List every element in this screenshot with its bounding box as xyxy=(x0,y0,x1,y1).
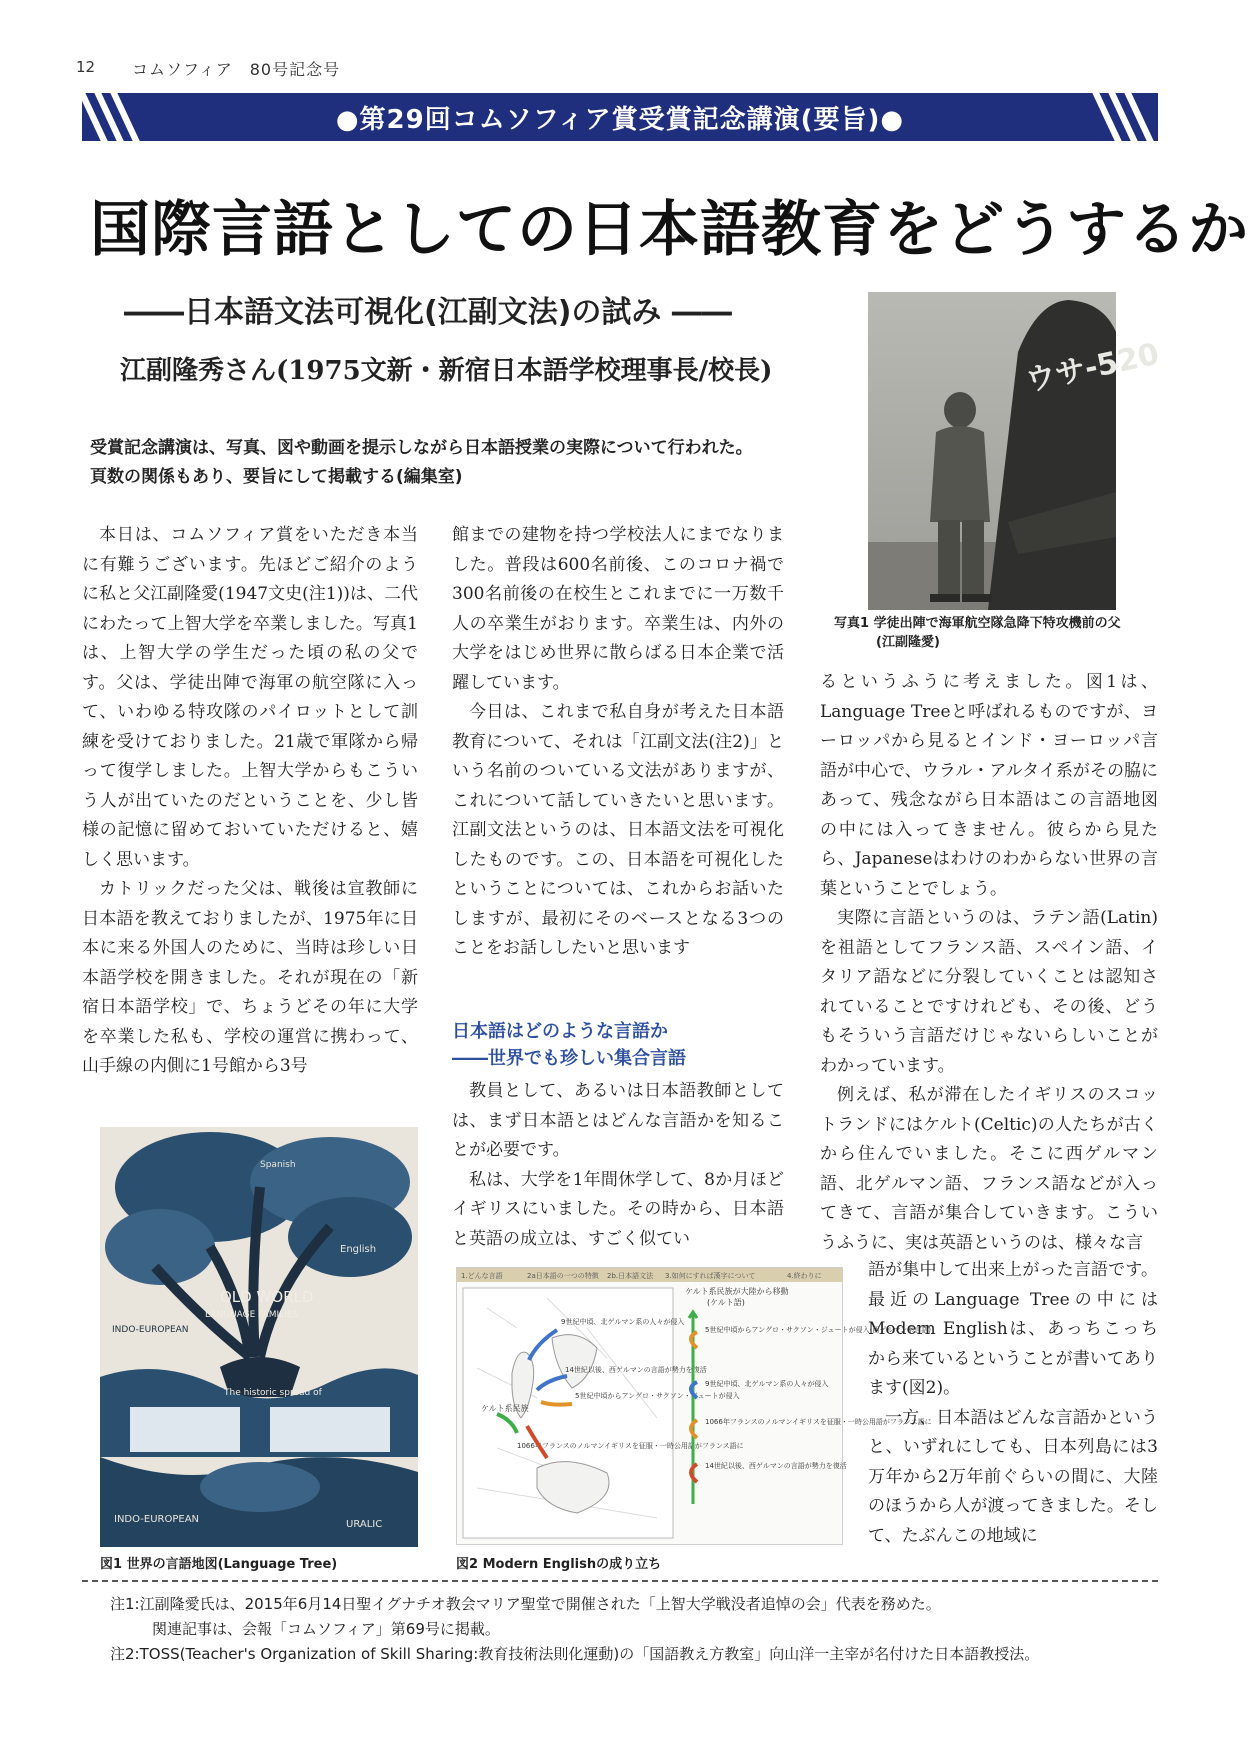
footnote-divider xyxy=(82,1580,1158,1582)
tree-label: INDO-EUROPEAN xyxy=(112,1325,189,1335)
slide-tab: 1.どんな言語 xyxy=(461,1272,503,1280)
lead-paragraph xyxy=(90,434,840,492)
section-heading-line: ――世界でも珍しい集合言語 xyxy=(452,1048,686,1069)
paragraph: 一方、日本語はどんな言語かというと、いずれにしても、日本列島には3万年から2万年前ぐらいの間に、大陸のほうから人が渡ってきました。そして、たぶんこの地域に xyxy=(868,1407,1158,1546)
tree-label: English xyxy=(340,1244,377,1255)
section-heading-line: 日本語はどのような言語か xyxy=(452,1021,668,1042)
modern-english-slide xyxy=(457,1268,932,1544)
banner-title: ●第29回コムソフィア賞受賞記念講演(要旨)● xyxy=(335,105,905,135)
plane-marking: ウサ-520 xyxy=(1022,336,1163,399)
tree-label: URALIC xyxy=(346,1519,383,1530)
tree-title: OLD WORLD xyxy=(220,1288,314,1306)
paragraph: カトリックだった父は、戦後は宣教師に日本語を教えておりましたが、1975年に日本に来る外国人のために、当時は珍しい日本語学校を開きました。それが現在の「新宿日本語学校」で、ちょうどその年に大学を卒業した私も、学校の運営に携わって、山手線の内側に1号館から3号 xyxy=(82,879,418,1076)
paragraph: 今日は、これまで私自身が考えた日本語教育について、それは「江副文法(注2)」という名前のついている文法がありますが、これについて話していきたいと思います。江副文法というのは、日本語文法を可視化したものです。この、日本語を可視化したということについては、これからお話いたしますが、最初にそのベースとなる3つのことをお話ししたいと思います xyxy=(452,702,784,958)
language-tree-illustration xyxy=(100,1127,418,1547)
lead-line: 頁数の関係もあり、要旨にして掲載する(編集室) xyxy=(90,467,463,487)
paragraph: 例えば、私が滞在したイギリスのスコットランドにはケルト(Celtic)の人たちが古くから住んでいました。そこに西ゲルマン語、北ゲルマン語、フランス語などが入ってきて、言語が集合していきます。こういうふうに、実は英語というのは、様々な言 xyxy=(820,1085,1158,1253)
column-2-continued xyxy=(452,1077,784,1254)
tree-label: Spanish xyxy=(260,1160,296,1170)
figure-language-tree xyxy=(100,1127,418,1547)
slide-heading: ケルト系民族が大陸から移動 xyxy=(685,1287,789,1296)
slide-tab: 3.如何にすれば漢字について xyxy=(665,1272,756,1280)
photo1-caption xyxy=(834,614,1164,652)
section-heading xyxy=(452,1018,784,1072)
photo1-caption-line: 写真1 学徒出陣で海軍航空隊急降下特攻機前の父 xyxy=(834,616,1121,631)
slide-step: 14世紀以後、西ゲルマンの言語が勢力を復活 xyxy=(705,1462,847,1470)
column-2 xyxy=(452,521,784,964)
tree-label: The historic spread of xyxy=(224,1388,322,1398)
map-label: 1066年フランスのノルマンイギリスを征服・一時公用語がフランス語に xyxy=(517,1442,744,1450)
section-banner xyxy=(82,93,1158,141)
slide-step: 5世紀中頃からアングロ・サクソン・ジュートが侵入(西ゲルマン系言語) xyxy=(705,1326,931,1334)
map-label: 9世紀中頃、北ゲルマン系の人々が侵入 xyxy=(561,1318,685,1326)
tree-title: LANGUAGE FAMILIES xyxy=(205,1310,299,1320)
figure-modern-english xyxy=(456,1267,932,1545)
article-title: 国際言語としての日本語教育をどうするか xyxy=(90,195,1249,265)
paragraph: 語が集中して出来上がった言語です。最近のLanguage Treeの中にはModern Englishは、あっちこっちから来ているということが書いてあります(図2)。 xyxy=(868,1260,1158,1398)
footnote: 注2:TOSS(Teacher's Organization of Skill Sharing:教育技術法則化運動)の「国語教え方教室」向山洋一主宰が名付けた日本語教授法。 xyxy=(110,1645,1040,1663)
slide-step: 9世紀中頃、北ゲルマン系の人々が侵入 xyxy=(705,1380,829,1388)
page-number: 12 xyxy=(76,58,96,76)
paragraph: 本日は、コムソフィア賞をいただき本当に有難うございます。先ほどご紹介のように私と父江副隆愛(1947文史(注1))は、二代にわたって上智大学を卒業しました。写真1は、上智大学の学生だった頃の私の父です。父は、学徒出陣で海軍の航空隊に入って、いわゆる特攻隊のパイロットとして訓練を受けておりました。21歳で軍隊から帰って復学しました。上智大学からもこういう人が出ていたのだということを、少し皆様の記憶に留めておいていただけると、嬉しく思います。 xyxy=(82,525,418,870)
article-subtitle: ――日本語文法可視化(江副文法)の試み ―― xyxy=(124,295,732,330)
map-label: ケルト系民族 xyxy=(481,1404,529,1413)
slide-tab: 2b.日本語文法 xyxy=(607,1272,654,1280)
lead-line: 受賞記念講演は、写真、図や動画を提示しながら日本語授業の実際について行われた。 xyxy=(90,438,753,458)
map-label: 14世紀以後、西ゲルマンの言語が勢力を復活 xyxy=(565,1366,707,1374)
slide-tab: 2a日本語の一つの特徴 xyxy=(527,1272,599,1280)
slide-step: 1066年フランスのノルマンイギリスを征服・一時公用語がフランス語に xyxy=(705,1418,932,1426)
slide-heading: (ケルト語) xyxy=(707,1298,745,1307)
column-3-continued xyxy=(868,1256,1158,1551)
photo1-image xyxy=(868,292,1163,610)
column-3 xyxy=(820,668,1158,1258)
paragraph: るというふうに考えました。図1は、Language Treeと呼ばれるものですが、ヨーロッパから見るとインド・ヨーロッパ言語が中心で、ウラル・アルタイ系がその脇にあって、残念ながら日本語はこの言語地図の中には入ってきません。彼らから見たら、Japaneseはわけのわからない世界の言葉ということでしょう。 xyxy=(820,672,1158,899)
footnote: 関連記事は、会報「コムソフィア」第69号に掲載。 xyxy=(152,1620,500,1638)
column-1 xyxy=(82,521,418,1082)
paragraph: 教員として、あるいは日本語教師としては、まず日本語とはどんな言語かを知ることが必要です。 xyxy=(452,1081,784,1160)
running-header: コムソフィア 80号記念号 xyxy=(132,60,341,79)
map-label: 5世紀中頃からアングロ・サクソン・ジュートが侵入 xyxy=(575,1392,740,1400)
paragraph: 私は、大学を1年間休学して、8か月ほどイギリスにいました。その時から、日本語と英語の成立は、すごく似てい xyxy=(452,1169,784,1249)
photo1-caption-line: (江副隆愛) xyxy=(876,635,940,650)
slide-tab: 4.終わりに xyxy=(787,1272,822,1280)
article-author: 江副隆秀さん(1975文新・新宿日本語学校理事長/校長) xyxy=(120,356,773,386)
footnotes xyxy=(110,1592,1150,1667)
tree-label: INDO-EUROPEAN xyxy=(114,1514,200,1525)
paragraph: 実際に言語というのは、ラテン語(Latin)を祖語としてフランス語、スペイン語、イタリア語などに分裂していくことは認知されていることですけれども、その後、どうもそういう言語だけじゃないらしいことがわかっています。 xyxy=(820,908,1158,1076)
paragraph: 館までの建物を持つ学校法人にまでなりました。普段は600名前後、このコロナ禍で300名前後の在校生とこれまでに一万数千人の卒業生がおります。卒業生は、内外の大学をはじめ世界に散らばる日本企業で活躍しています。 xyxy=(452,525,784,693)
footnote: 注1:江副隆愛氏は、2015年6月14日聖イグナチオ教会マリア聖堂で開催された「上智大学戦没者追悼の会」代表を務めた。 xyxy=(110,1595,941,1613)
photo-father-plane xyxy=(868,292,1163,610)
figure2-caption: 図2 Modern Englishの成り立ち xyxy=(456,1557,662,1572)
figure1-caption: 図1 世界の言語地図(Language Tree) xyxy=(100,1557,338,1572)
